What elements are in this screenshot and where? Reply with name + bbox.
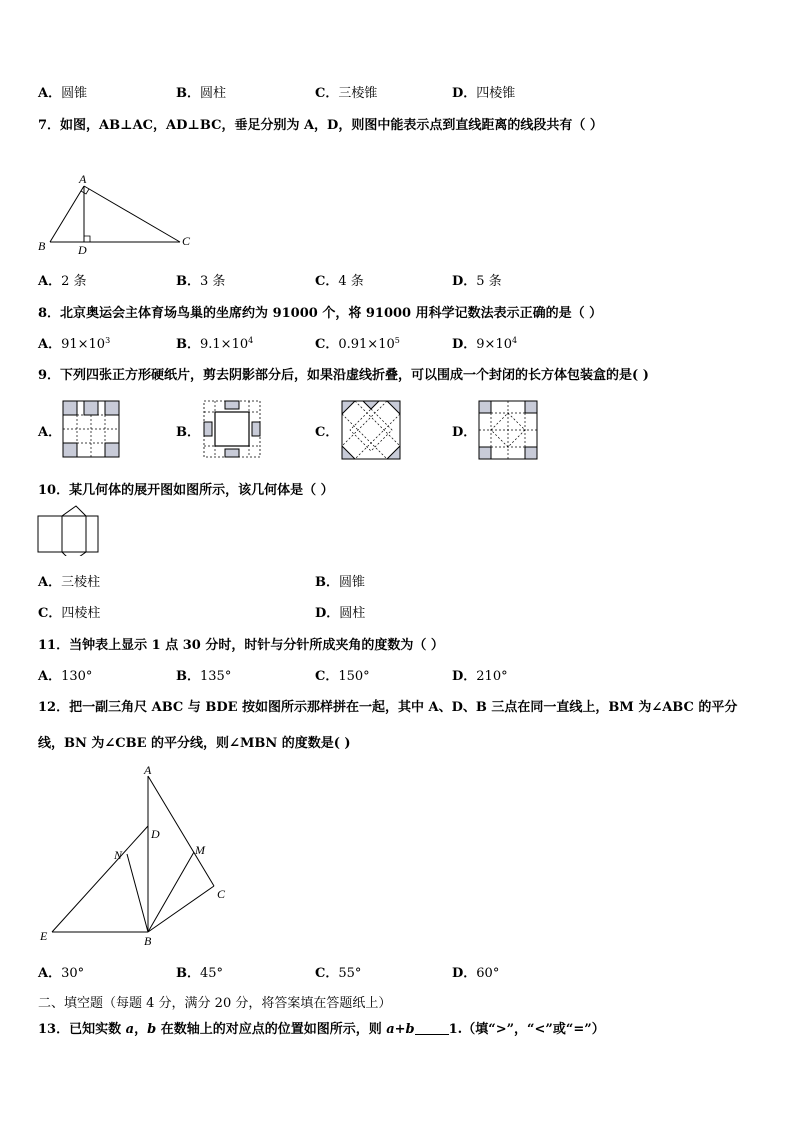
q8-option-b: B．$9.1\times 10^4$ — [176, 336, 254, 352]
q10-figure — [36, 504, 102, 556]
q6-option-a: A．圆锥 — [38, 86, 88, 101]
q9-option-b: B． — [176, 425, 200, 440]
q8-option-c: C．$0.91\times 10^5$ — [315, 336, 400, 352]
q13-text: 13．已知实数 a，b 在数轴上的对应点的位置如图所示，则 a+b 1.（填“>”，“<”或“=”） — [38, 1022, 605, 1037]
q6-option-d: D．四棱锥 — [452, 86, 516, 101]
q9-option-a: A． — [38, 425, 62, 440]
q12-text-line1: 12．把一副三角尺 ABC 与 BDE 按如图所示那样拼在一起，其中 A、D、B 三点在同一直线上，BM 为∠ABC 的平分 — [38, 700, 738, 715]
q8-option-d: D．$9\times 10^4$ — [452, 336, 518, 352]
q7-label-b: B — [38, 239, 46, 253]
q6-option-c: C．三棱锥 — [315, 86, 378, 101]
q12-label-a: A — [144, 763, 152, 777]
q12-option-a: A．30° — [38, 966, 85, 981]
q12-option-c: C．55° — [315, 966, 362, 981]
q9-option-c: C． — [315, 425, 339, 440]
q11-option-b: B．135° — [176, 669, 232, 684]
q12-label-m: M — [195, 843, 205, 857]
q11-text: 11．当钟表上显示 1 点 30 分时，时针与分针所成夹角的度数为（ ） — [38, 638, 444, 653]
q12-label-n: N — [114, 848, 123, 862]
q12-label-e: E — [40, 929, 48, 943]
q12-option-b: B．45° — [176, 966, 224, 981]
q9-figure-a — [62, 400, 120, 458]
q11-option-d: D．210° — [452, 669, 508, 684]
q9-figure-b — [203, 400, 261, 458]
q11-option-c: C．150° — [315, 669, 370, 684]
q7-figure — [32, 172, 202, 258]
section-title-fill-in: 二、填空题（每题 4 分，满分 20 分，将答案填在答题纸上） — [38, 996, 392, 1011]
q10-option-b: B．圆锥 — [315, 575, 366, 590]
q12-option-d: D．60° — [452, 966, 500, 981]
q7-label-a: A — [79, 172, 87, 186]
q12-text-line2: 线，BN 为∠CBE 的平分线，则∠MBN 的度数是( ) — [38, 736, 351, 751]
q9-text: 9．下列四张正方形硬纸片，剪去阴影部分后，如果沿虚线折叠，可以围成一个封闭的长方体包装盒的是( ) — [38, 368, 649, 383]
q10-text: 10．某几何体的展开图如图所示，该几何体是（ ） — [38, 483, 334, 498]
q7-option-c: C．4 条 — [315, 274, 364, 289]
q11-option-a: A．130° — [38, 669, 93, 684]
q7-option-d: D．5 条 — [452, 274, 502, 289]
q7-option-a: A．2 条 — [38, 274, 87, 289]
q12-label-b: B — [144, 934, 152, 948]
q10-option-c: C．四棱柱 — [38, 606, 101, 621]
q12-label-c: C — [217, 887, 226, 901]
q9-figure-c — [341, 400, 401, 460]
q9-figure-d — [478, 400, 538, 460]
q8-text: 8．北京奥运会主体育场鸟巢的坐席约为 91000 个，将 91000 用科学记数法表示正确的是（ ） — [38, 306, 603, 321]
q9-option-d: D． — [452, 425, 477, 440]
q12-label-d: D — [151, 827, 160, 841]
q13-answer-blank[interactable] — [415, 1022, 449, 1035]
q7-label-c: C — [182, 234, 191, 248]
q7-label-d: D — [78, 243, 87, 257]
q6-option-b: B．圆柱 — [176, 86, 227, 101]
q7-option-b: B．3 条 — [176, 274, 226, 289]
q10-option-d: D．圆柱 — [315, 606, 366, 621]
q12-figure — [34, 762, 244, 952]
q10-option-a: A．三棱柱 — [38, 575, 101, 590]
q8-option-a: A．$91\times 10^3$ — [38, 336, 111, 352]
q7-text: 7．如图，AB⊥AC，AD⊥BC，垂足分别为 A，D，则图中能表示点到直线距离的线段共有（ ） — [38, 118, 603, 133]
